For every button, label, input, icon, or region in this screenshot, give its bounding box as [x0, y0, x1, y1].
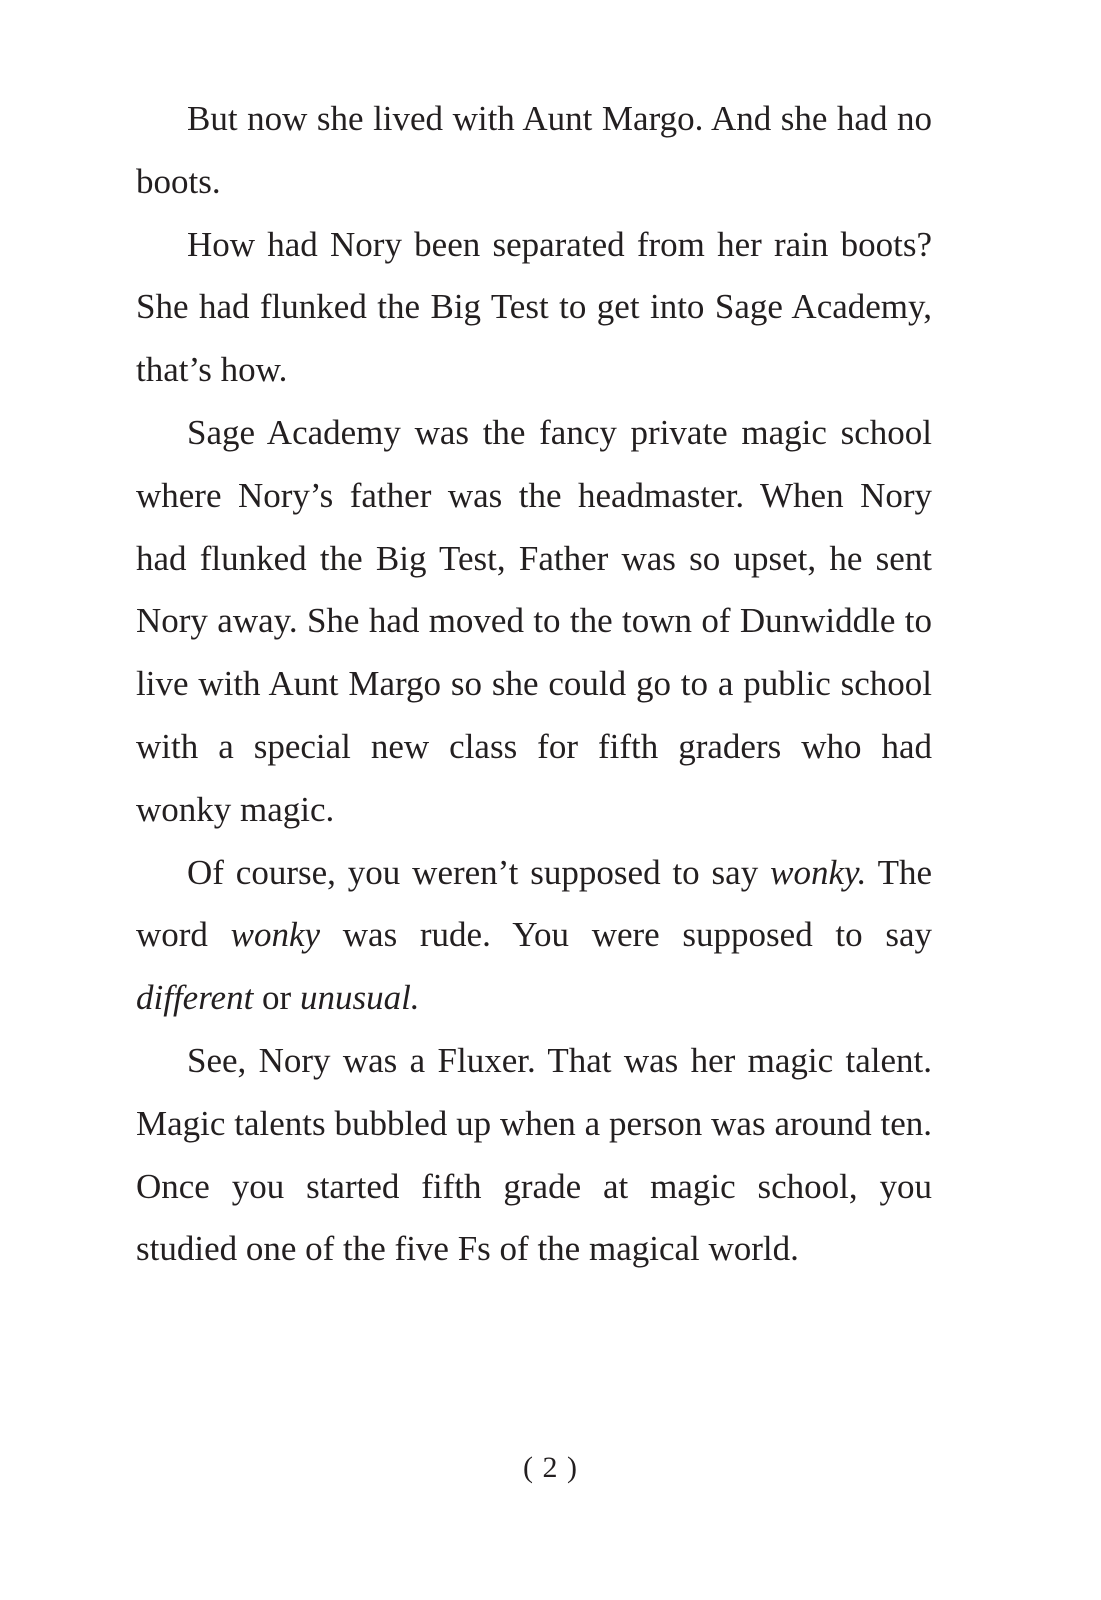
paragraph	[136, 1030, 932, 1281]
page-number-open: (	[523, 1451, 534, 1484]
text-segment: But now she lived with Aunt Margo. And she had no boots.	[136, 99, 932, 201]
text-segment: Of course, you weren’t supposed to say	[187, 852, 771, 892]
text-segment: See, Nory was a Fluxer. That was her magic talent. Magic talents bubbled up when a person was around ten. Once you started fifth grade at magic school, you studied one of the five Fs of the magical world.	[136, 1040, 932, 1269]
paragraph	[136, 88, 932, 214]
paragraph	[136, 842, 932, 1030]
page-number-value: 2	[542, 1451, 559, 1484]
italic-text: wonky.	[770, 852, 867, 892]
italic-text: unusual.	[299, 978, 420, 1018]
text-segment: How had Nory been separated from her rain boots? She had flunked the Big Test to get into Sage Academy, that’s how.	[136, 224, 932, 390]
text-segment: or	[253, 978, 300, 1018]
text-segment: Sage Academy was the fancy private magic school where Nory’s father was the headmaster. When Nory had flunked the Big Test, Father was so upset, he sent Nory away. She had moved to the town of Dunwiddle to live with Aunt Margo so she could go to a public school with a special new class for fifth graders who had wonky magic.	[136, 412, 932, 829]
page-body	[136, 88, 932, 1281]
italic-text: different	[136, 978, 254, 1018]
text-segment: The word	[136, 852, 932, 955]
paragraph	[136, 214, 932, 402]
page-number	[0, 1448, 1101, 1488]
page-number-close: )	[567, 1451, 578, 1484]
paragraph	[136, 402, 932, 842]
text-segment: was rude. You were supposed to say	[320, 915, 932, 955]
italic-text: wonky	[230, 915, 321, 955]
